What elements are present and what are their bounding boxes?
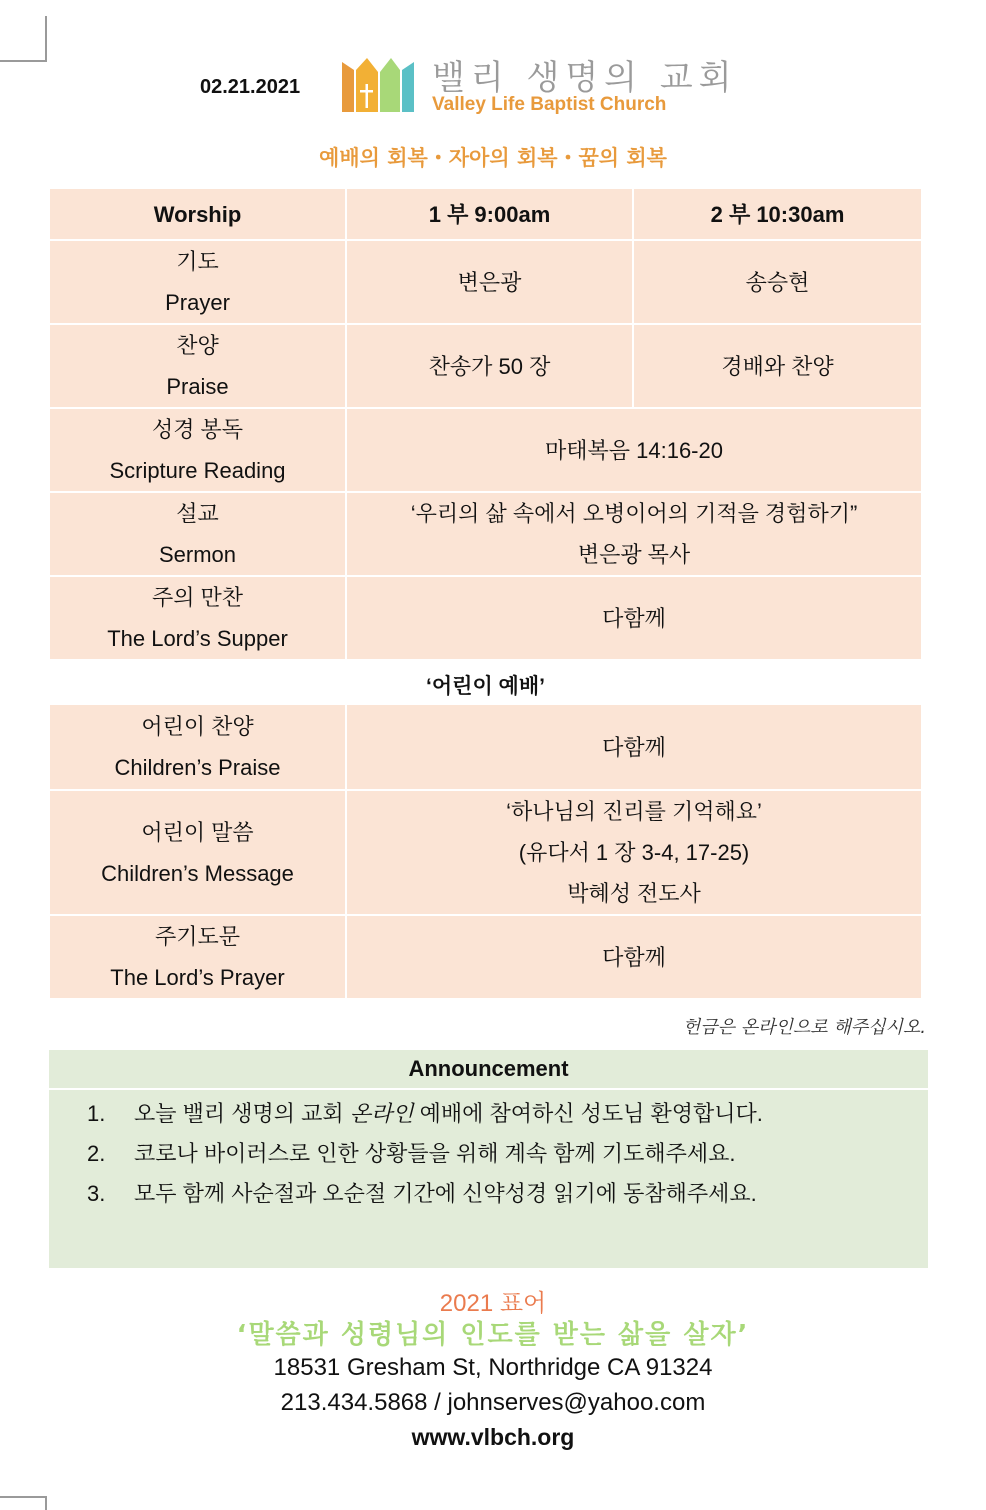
prayer-label-english: Prayer (165, 290, 230, 315)
children-message-label-english: Children’s Message (101, 860, 294, 886)
crop-mark-top-vertical (45, 16, 47, 62)
list-item (49, 1134, 928, 1174)
scripture-label-korean: 성경 봉독 (151, 417, 244, 442)
list-item-number: 2. (87, 1141, 106, 1166)
lords-prayer-value: 다함께 (346, 915, 922, 999)
list-item-emphasis: 온라인 (349, 1101, 414, 1126)
praise-first-service: 찬송가 50 장 (346, 324, 633, 408)
sermon-details (346, 492, 922, 576)
bulletin-date: 02.21.2021 (200, 76, 301, 98)
prayer-label-korean: 기도 (176, 249, 219, 274)
announcement-list (49, 1094, 928, 1214)
list-item-text: 오늘 밸리 생명의 교회 (134, 1101, 350, 1126)
list-item-text: 모두 함께 사순절과 오순절 기간에 신약성경 읽기에 동참해주세요. (134, 1181, 757, 1206)
children-message-title: ‘하나님의 진리를 기억해요’ (506, 799, 762, 824)
lords-supper-label-korean: 주의 만찬 (151, 585, 244, 610)
scripture-passage: 마태복음 14:16-20 (346, 408, 922, 492)
church-contact: 213.434.5868 / johnserves@yahoo.com (280, 1389, 706, 1416)
children-praise-label-english: Children’s Praise (114, 755, 281, 780)
church-motto: 예배의 회복・자아의 회복・꿈의 회복 (319, 146, 667, 170)
church-address: 18531 Gresham St, Northridge CA 91324 (273, 1354, 713, 1381)
table-row-lords-supper (49, 576, 922, 660)
table-row-sermon (49, 492, 922, 576)
children-message-label-korean: 어린이 말씀 (141, 819, 254, 845)
announcement-box (49, 1050, 928, 1268)
table-row-children-message (49, 790, 922, 915)
list-item-number: 1. (87, 1101, 106, 1126)
lords-supper-label (49, 576, 346, 660)
church-logo-icon (340, 50, 416, 114)
prayer-second-service: 송승현 (633, 240, 922, 324)
scripture-label-english: Scripture Reading (109, 458, 286, 483)
list-item (49, 1094, 928, 1134)
children-praise-label-korean: 어린이 찬양 (141, 714, 254, 739)
scripture-label (49, 408, 346, 492)
list-item-text: 코로나 바이러스로 인한 상황들을 위해 계속 함께 기도해주세요. (134, 1141, 736, 1166)
praise-label (49, 324, 346, 408)
praise-label-korean: 찬양 (176, 333, 219, 358)
children-worship-table (49, 704, 922, 999)
church-name-english: Valley Life Baptist Church (432, 94, 667, 115)
crop-mark-bottom-horizontal (0, 1496, 47, 1498)
prayer-first-service: 변은광 (346, 240, 633, 324)
children-message-details (346, 790, 922, 915)
table-row-lords-prayer (49, 915, 922, 999)
table-header-row (49, 188, 922, 240)
sermon-label (49, 492, 346, 576)
church-website: www.vlbch.org (411, 1424, 575, 1450)
first-service-header: 1 부 9:00am (346, 188, 633, 240)
children-message-label (49, 790, 346, 915)
second-service-header: 2 부 10:30am (633, 188, 922, 240)
crop-mark-bottom-vertical (45, 1496, 47, 1510)
worship-order-table (49, 188, 922, 660)
list-item-number: 3. (87, 1181, 106, 1206)
sermon-label-korean: 설교 (176, 501, 219, 526)
lords-prayer-label-english: The Lord’s Prayer (110, 965, 285, 990)
table-row-prayer (49, 240, 922, 324)
praise-label-english: Praise (166, 374, 229, 399)
table-row-praise (49, 324, 922, 408)
lords-prayer-label-korean: 주기도문 (154, 924, 240, 949)
church-name-korean: 밸리 생명의 교회 (432, 58, 738, 98)
children-message-speaker: 박혜성 전도사 (567, 881, 701, 906)
children-praise-value: 다함께 (346, 704, 922, 790)
offering-note: 헌금은 온라인으로 해주십시오. (682, 1017, 926, 1038)
sermon-speaker: 변은광 목사 (577, 542, 691, 567)
children-message-reference: (유다서 1 장 3-4, 17-25) (518, 840, 750, 865)
praise-second-service: 경배와 찬양 (633, 324, 922, 408)
sermon-title: ‘우리의 삶 속에서 오병이어의 기적을 경험하기” (410, 501, 858, 526)
year-theme-title: 2021 표어 (439, 1290, 547, 1317)
sermon-label-english: Sermon (158, 542, 237, 567)
table-row-children-praise (49, 704, 922, 790)
list-item (49, 1174, 928, 1214)
prayer-label (49, 240, 346, 324)
children-praise-label (49, 704, 346, 790)
children-worship-title: ‘어린이 예배’ (426, 675, 545, 698)
list-item-text: 예배에 참여하신 성도님 환영합니다. (413, 1101, 763, 1126)
crop-mark-top-horizontal (0, 60, 47, 62)
announcement-title: Announcement (49, 1050, 928, 1090)
lords-prayer-label (49, 915, 346, 999)
lords-supper-value: 다함께 (346, 576, 922, 660)
table-row-scripture (49, 408, 922, 492)
worship-column-header: Worship (49, 188, 346, 240)
year-theme-verse: ‘말씀과 성령님의 인도를 받는 삶을 살자’ (236, 1320, 750, 1350)
lords-supper-label-english: The Lord’s Supper (107, 626, 288, 651)
